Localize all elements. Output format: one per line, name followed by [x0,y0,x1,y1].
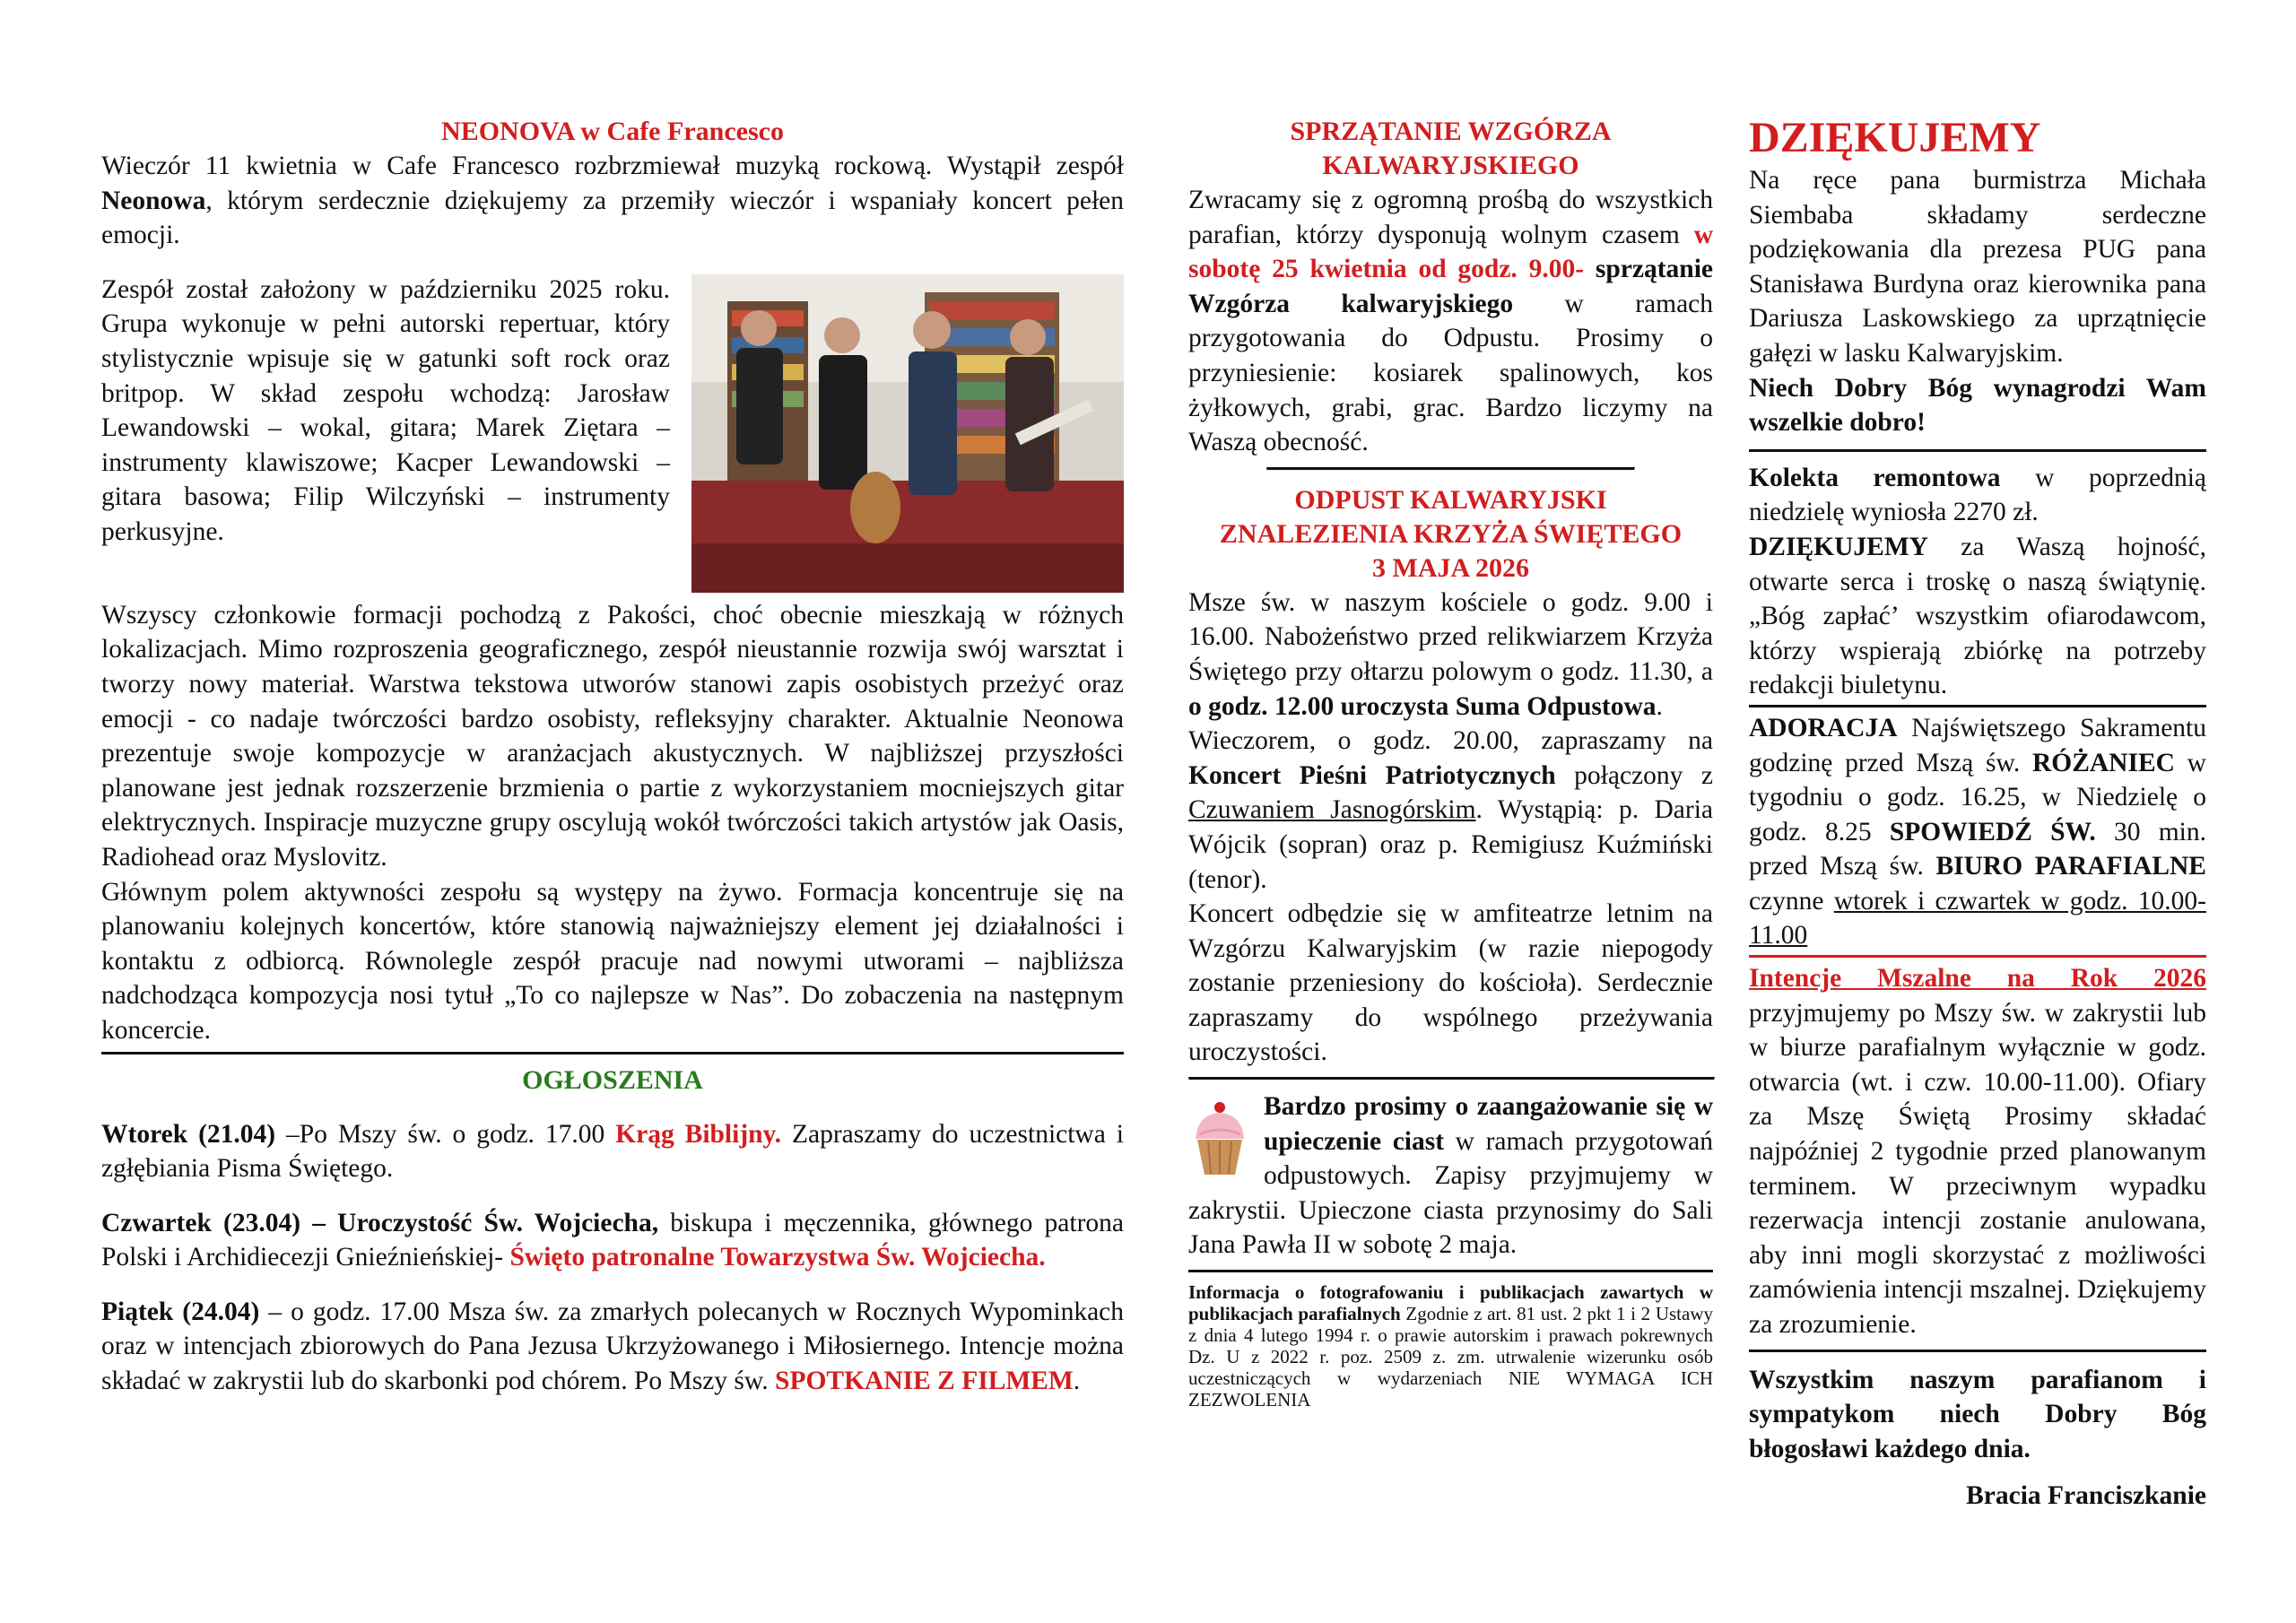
text: w tygodniu o godz. 16.25, w Niedzielę o godz. 8.25 [1749,748,2206,846]
text: Zwracamy się z ogromną prośbą do wszystkich parafian, którzy dysponują wolnym czasem [1188,186,1713,249]
odpust-title-3: 3 MAJA 2026 [1372,552,1529,583]
day-label: Piątek (24.04) [101,1297,260,1326]
neonova-members: Wszyscy członkowie formacji pochodzą z Pakości, choć obecnie mieszkają w różnych lokalizacjach. Mimo rozproszenia geograficznego, zespół nieustannie rozwija swój warsztat i tworzy nowy materiał. Warstwa tekstowa utworów stanowi zapis osobistych przeżyć oraz emocji - co nadaje twórczości bardzo osobisty, refleksyjny charakter. Aktualnie Neonowa prezentuje swoje kompozycje w aranżacjach akustycznych. W najbliższej przyszłości planowane jest jednak rozszerzenie brzmienia o partie z wykorzystaniem mocniejszych gitar elektrycznych. Inspiracje muzyczne grupy oscylują wokół twórczości takich artystów jak Oasis, Radiohead oraz Myslovitz. [101,600,1124,872]
day-label: Czwartek (23.04) – Uroczystość Św. Wojciecha, [101,1208,659,1237]
neonova-title: NEONOVA w Cafe Francesco [441,117,784,146]
text: Msze św. w naszym kościele o godz. 9.00 i 16.00. Nabożeństwo przed relikwiarzem Krzyża Świętego przy ołtarzu polowym o godz. 11.30, a [1188,587,1713,686]
text: połączony z [1555,760,1713,790]
text: za Waszą hojność, otwarte serca i troskę o naszą świątynię. „Bóg zapłać’ wszystkim ofiarodawcom, którzy wspierają zbiórkę na potrzeby redakcji biuletynu. [1749,532,2206,700]
baking-section [1188,1089,1713,1263]
divider [1188,1270,1713,1272]
bold-text: Bardzo prosimy o zaangażowanie się w upieczenie ciast [1264,1092,1713,1156]
announcement-thursday [101,1206,1124,1275]
text: 30 min. przed Mszą św. [1749,817,2206,881]
text: . Wystąpią: p. Daria Wójcik (sopran) oraz p. Remigiusz Kuźmiński (tenor). [1188,795,1714,894]
text: w ramach przygotowania do Odpustu. Prosimy o przyniesienie: kosiarek spalinowych, kos żyłkowych, grabi, grac. Bardzo liczymy na Waszą obecność. [1188,289,1714,457]
odpust-title-1: ODPUST KALWARYJSKI [1294,484,1607,515]
highlight: Święto patronalne Towarzystwa Św. Wojciecha. [509,1243,1046,1272]
cleanup-title-1: SPRZĄTANIE WZGÓRZA [1290,117,1612,146]
intentions-text [1749,961,2206,1342]
neonova-body [101,273,1124,550]
divider [1188,1077,1715,1081]
text: przyjmujemy po Mszy św. w zakrystii lub w biurze parafialnym wyłącznie w godz. otwarcia (wt. i czw. 10.00-11.00). Ofiary za Mszę Świętą Prosimy składać najpóźniej 2 tygodnie przed planowanym terminem. W przeciwnym wypadku rezerwacja intencji zostanie anulowana, aby inni mogli skorzystać z możliwości zamówienia intencji mszalnej. Dziękujemy za zrozumienie. [1749,998,2206,1339]
band-photo [691,274,1124,593]
text: w ramach przygotowań odpustowych. Zapisy przyjmujemy w zakrystii. Upieczone ciasta przynosimy do Sali Jana Pawła II w sobotę 2 maja. [1188,1126,1713,1260]
divider [101,1052,1124,1055]
announcement-friday [101,1295,1124,1399]
divider [1749,705,2206,707]
cleanup-text [1188,183,1713,460]
text: Zapraszamy do uczestnictwa i zgłębiania Pisma Świętego. [101,1119,1124,1184]
highlight: w sobotę 25 kwietnia od godz. 9.00- [1188,220,1713,284]
neonova-intro [101,149,1124,253]
divider [1266,467,1636,471]
thanks-text: Na ręce pana burmistrza Michała Siembaba składamy serdeczne podziękowania dla prezesa PUG pana Stanisława Burdyna oraz kierownika pana Dariusza Laskowskiego za uprzątnięcie gałęzi w lasku Kalwaryjskim. [1749,166,2206,368]
band-name: Neonowa [101,186,206,215]
odpust-concert [1188,724,1713,897]
neonova-history: Zespół został założony w październiku 2025 roku. Grupa wykonuje w pełni autorski repertuar, który stylistycznie wpisuje się w gatunki soft rock oraz britpop. W skład zespołu wchodzą: Jarosław Lewandowski – wokal, gitara; Marek Ziętara – instrumenty klawiszowe; Kacper Lewandowski – gitara basowa; Filip Wilczyński – instrumenty perkusyjne. [101,274,670,546]
cleanup-title-2: KALWARYJSKIEGO [1322,151,1579,180]
collection-text [1749,461,2206,530]
highlight: SPOTKANIE Z FILMEM [775,1367,1074,1396]
column-right [1749,115,2206,1514]
underlined-text: Czuwaniem Jasnogórskim [1188,795,1476,825]
day-label: Wtorek (21.04) [101,1119,276,1149]
odpust-venue: Koncert odbędzie się w amfiteatrze letnim na Wzgórzu Kalwaryjskim (w razie niepogody zostanie przeniesiony do kościoła). Serdecznie zapraszamy do wspólnego przeżywania uroczystości. [1188,899,1713,1067]
text: , którym serdecznie dziękujemy za przemiły wieczór i wspaniały koncert pełen emocji. [101,186,1124,250]
text: Wieczór 11 kwietnia w Cafe Francesco rozbrzmiewał muzyką rockową. Wystąpił zespół [101,152,1124,180]
column-left [101,115,1124,1399]
text: . [1073,1367,1081,1396]
column-middle [1188,115,1713,1410]
text: Wieczorem, o godz. 20.00, zapraszamy na [1188,726,1713,756]
underlined-text: wtorek i czwartek w godz. 10.00-11.00 [1749,886,2206,950]
thanks-title: DZIĘKUJEMY [1749,114,2041,161]
ogloszenia-title: OGŁOSZENIA [522,1064,703,1095]
photo-notice [1188,1281,1713,1410]
divider [1749,955,2206,958]
baking-text [1188,1089,1713,1263]
band-photo-image [691,274,1124,593]
bold-text: Koncert Pieśni Patriotycznych [1188,760,1556,790]
announcement-tuesday [101,1117,1124,1186]
bold-text: Informacja o fotografowaniu i publikacjach zawartych w publikacjach parafialnych [1188,1281,1713,1325]
neonova-live: Głównym polem aktywności zespołu są występy na żywo. Formacja koncentruje się na planowaniu kolejnych koncertów, które stanowią najważniejszy element jej działalności i kontaktu z odbiorcą. Równolegle zespół pracuje nad nowymi utworami – najbliższa nadchodząca kompozycja nosi tytuł „To co najlepsze w Nas”. Do zobaczenia na następnym koncercie. [101,877,1124,1045]
bold-text: Wszystkim naszym parafianom i sympatykom niech Dobry Bóg błogosławi każdego dnia. [1749,1365,2206,1463]
bold-text: sprzątanie Wzgórza kalwaryjskiego [1188,255,1713,318]
cupcake-icon [1188,1098,1251,1179]
text: czynne [1749,886,1834,916]
collection-thanks [1749,530,2206,703]
bold-text: DZIĘKUJEMY [1749,532,1928,561]
schedule-text [1749,711,2206,953]
odpust-masses [1188,586,1713,724]
odpust-title-2: ZNALEZIENIA KRZYŻA ŚWIĘTEGO [1219,518,1683,549]
bold-text: SPOWIEDŹ ŚW. [1889,817,2096,846]
final-blessing [1749,1363,2206,1467]
text: – o godz. 17.00 Msza św. za zmarłych polecanych w Rocznych Wypominkach oraz w intencjach zbiorowych do Pana Jezusa Ukrzyżowanego i Miłosiernego. Intencje można składać w zakrystii lub do skarbonki pod chórem. Po Mszy św. [101,1297,1125,1396]
intentions-title: Intencje Mszalne na Rok 2026 [1749,964,2206,994]
divider [1749,449,2206,452]
text: Zgodnie z art. 81 ust. 2 pkt 1 i 2 Ustawy z dnia 4 lutego 1994 r. o prawie autorskim i prawach pokrewnych Dz. U z 2022 r. poz. 2509 z. zm. utrwalenie wizerunku osób uczestniczących w wydarzeniach NIE WYMAGA ICH ZEZWOLENIA [1188,1303,1713,1411]
text: biskupa i męczennika, głównego patrona Polski i Archidiecezji Gnieźnieńskiej- [101,1208,1124,1272]
signature: Bracia Franciszkanie [1966,1481,2206,1511]
bold-text: RÓŻANIEC [2031,748,2175,777]
text: Najświętszego Sakramentu godzinę przed Mszą św. [1749,713,2206,777]
divider [1749,1350,2206,1352]
bold-text: BIURO PARAFIALNE [1935,852,2206,881]
text: –Po Mszy św. o godz. 17.00 [275,1119,616,1149]
bold-text: Niech Dobry Bóg wynagrodzi Wam wszelkie dobro! [1749,373,2206,438]
thanks-blessing [1749,371,2206,440]
bold-text: ADORACJA [1749,713,1898,742]
bold-text: o godz. 12.00 uroczysta Suma Odpustowa [1188,691,1657,721]
highlight: Krąg Biblijny. [615,1119,782,1149]
text: . [1656,691,1663,721]
text: w poprzednią niedzielę wyniosła 2270 zł. [1749,463,2206,527]
bold-text: Kolekta remontowa [1749,463,2001,492]
